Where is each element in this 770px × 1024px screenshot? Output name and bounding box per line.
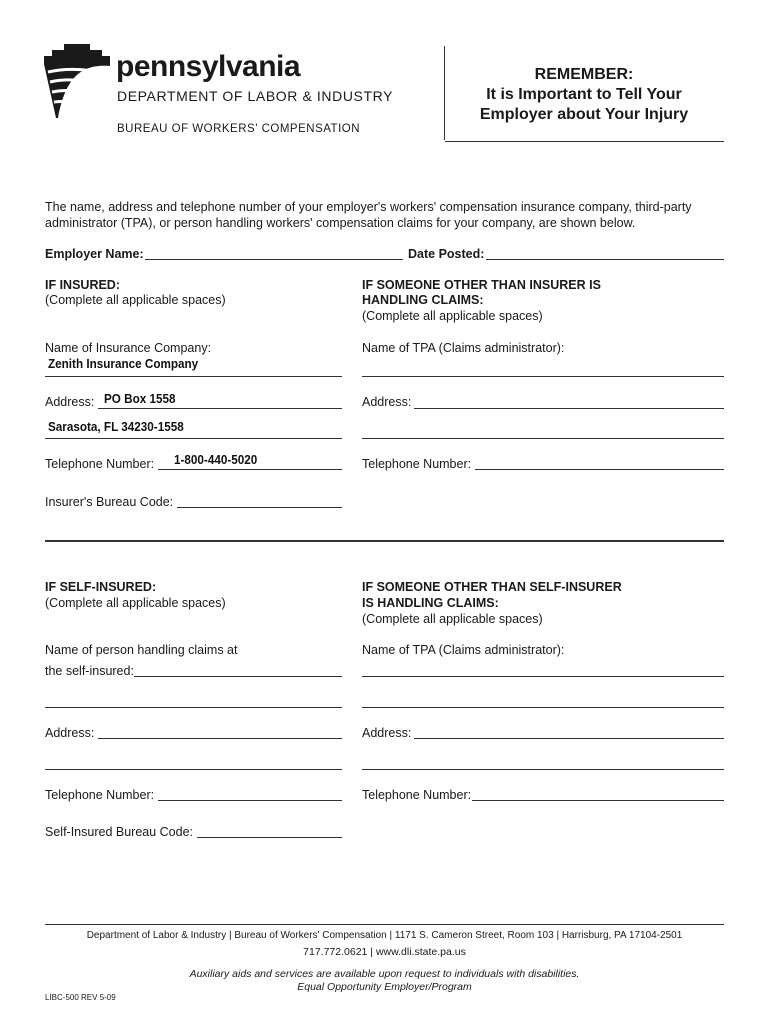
employer-name-label: Employer Name: [45, 247, 144, 261]
self-tpa-sub: (Complete all applicable spaces) [362, 612, 543, 626]
insured-tpa-heading-1: IF SOMEONE OTHER THAN INSURER IS [362, 278, 601, 292]
insured-sub: (Complete all applicable spaces) [45, 293, 226, 307]
self-tpa-name-field-1[interactable] [362, 676, 724, 677]
insured-address-field-1[interactable] [98, 408, 342, 409]
self-tpa-address-label: Address: [362, 726, 412, 740]
insured-tpa-name-label: Name of TPA (Claims administrator): [362, 341, 565, 355]
self-insured-bureau-code-label: Self-Insured Bureau Code: [45, 825, 194, 839]
self-insured-address-field-1[interactable] [98, 738, 342, 739]
keystone-logo [44, 44, 110, 118]
footer-contact-line: 717.772.0621 | www.dli.state.pa.us [303, 946, 466, 958]
insurer-bureau-code-label: Insurer's Bureau Code: [45, 495, 174, 509]
intro-line-1: The name, address and telephone number of your employer's workers' compensation insurance company, third-party [45, 200, 692, 214]
self-tpa-heading-1: IF SOMEONE OTHER THAN SELF-INSURER [362, 580, 622, 594]
insured-tpa-sub: (Complete all applicable spaces) [362, 309, 543, 323]
state-wordmark: pennsylvania [116, 50, 301, 83]
insurer-bureau-code-field[interactable] [177, 507, 342, 508]
insurance-company-label: Name of Insurance Company: [45, 341, 212, 355]
insured-tpa-phone-label: Telephone Number: [362, 457, 472, 471]
footer-aux-line-2: Equal Opportunity Employer/Program [297, 981, 472, 993]
self-insured-bureau-code-field[interactable] [197, 837, 342, 838]
self-insured-phone-label: Telephone Number: [45, 788, 155, 802]
date-posted-label: Date Posted: [408, 247, 485, 261]
self-tpa-address-field-1[interactable] [414, 738, 724, 739]
section-divider [45, 540, 724, 542]
insured-address-value-1: PO Box 1558 [104, 391, 176, 406]
self-tpa-name-field-2[interactable] [362, 707, 724, 708]
footer-rule [45, 924, 724, 925]
insured-address-field-2[interactable] [45, 438, 342, 439]
self-tpa-phone-label: Telephone Number: [362, 788, 472, 802]
self-insured-person-label-1: Name of person handling claims at [45, 643, 238, 657]
self-insured-heading: IF SELF-INSURED: [45, 580, 157, 594]
department-name: DEPARTMENT OF LABOR & INDUSTRY [117, 88, 394, 104]
remember-line-1: It is Important to Tell Your [486, 86, 682, 103]
insured-address-label: Address: [45, 395, 95, 409]
self-insured-person-label-2: the self-insured: [45, 664, 134, 678]
self-tpa-heading-2: IS HANDLING CLAIMS: [362, 596, 499, 610]
footer-address-line: Department of Labor & Industry | Bureau of Workers' Compensation | 1171 S. Cameron Street, Room 103 | Harrisburg, PA 17104-2501 [86, 930, 683, 941]
self-insured-phone-field[interactable] [158, 800, 342, 801]
remember-title: REMEMBER: [534, 66, 634, 83]
remember-line-2: Employer about Your Injury [479, 106, 689, 123]
insured-tpa-name-field[interactable] [362, 376, 724, 377]
header-rule [445, 141, 724, 142]
date-posted-field[interactable] [486, 259, 724, 260]
self-tpa-phone-field[interactable] [472, 800, 724, 801]
insured-phone-value: 1-800-440-5020 [174, 452, 258, 467]
insured-tpa-address-field-2[interactable] [362, 438, 724, 439]
insured-tpa-heading-2: HANDLING CLAIMS: [362, 293, 484, 307]
form-id: LIBC-500 REV 5-09 [45, 993, 116, 1002]
footer-aux-line-1: Auxiliary aids and services are available upon request to individuals with disabilities. [189, 968, 580, 980]
insured-tpa-phone-field[interactable] [475, 469, 724, 470]
self-insured-address-field-2[interactable] [45, 769, 342, 770]
insured-tpa-address-field-1[interactable] [414, 408, 724, 409]
self-tpa-name-label: Name of TPA (Claims administrator): [362, 643, 565, 657]
insured-phone-field[interactable] [158, 469, 342, 470]
insured-heading: IF INSURED: [45, 278, 120, 292]
insurance-company-field[interactable] [45, 376, 342, 377]
self-tpa-address-field-2[interactable] [362, 769, 724, 770]
bureau-name: BUREAU OF WORKERS' COMPENSATION [117, 123, 361, 135]
self-insured-person-field-2[interactable] [45, 707, 342, 708]
employer-name-field[interactable] [145, 259, 403, 260]
self-insured-person-field-1[interactable] [134, 676, 342, 677]
self-insured-sub: (Complete all applicable spaces) [45, 596, 226, 610]
insured-tpa-address-label: Address: [362, 395, 412, 409]
insured-address-value-2: Sarasota, FL 34230-1558 [48, 419, 184, 434]
keystone-logo-icon [44, 44, 110, 118]
insured-phone-label: Telephone Number: [45, 457, 155, 471]
self-insured-address-label: Address: [45, 726, 95, 740]
insurance-company-value: Zenith Insurance Company [48, 356, 199, 371]
intro-line-2: administrator (TPA), or person handling workers' compensation claims for your company, are shown below. [45, 216, 636, 230]
